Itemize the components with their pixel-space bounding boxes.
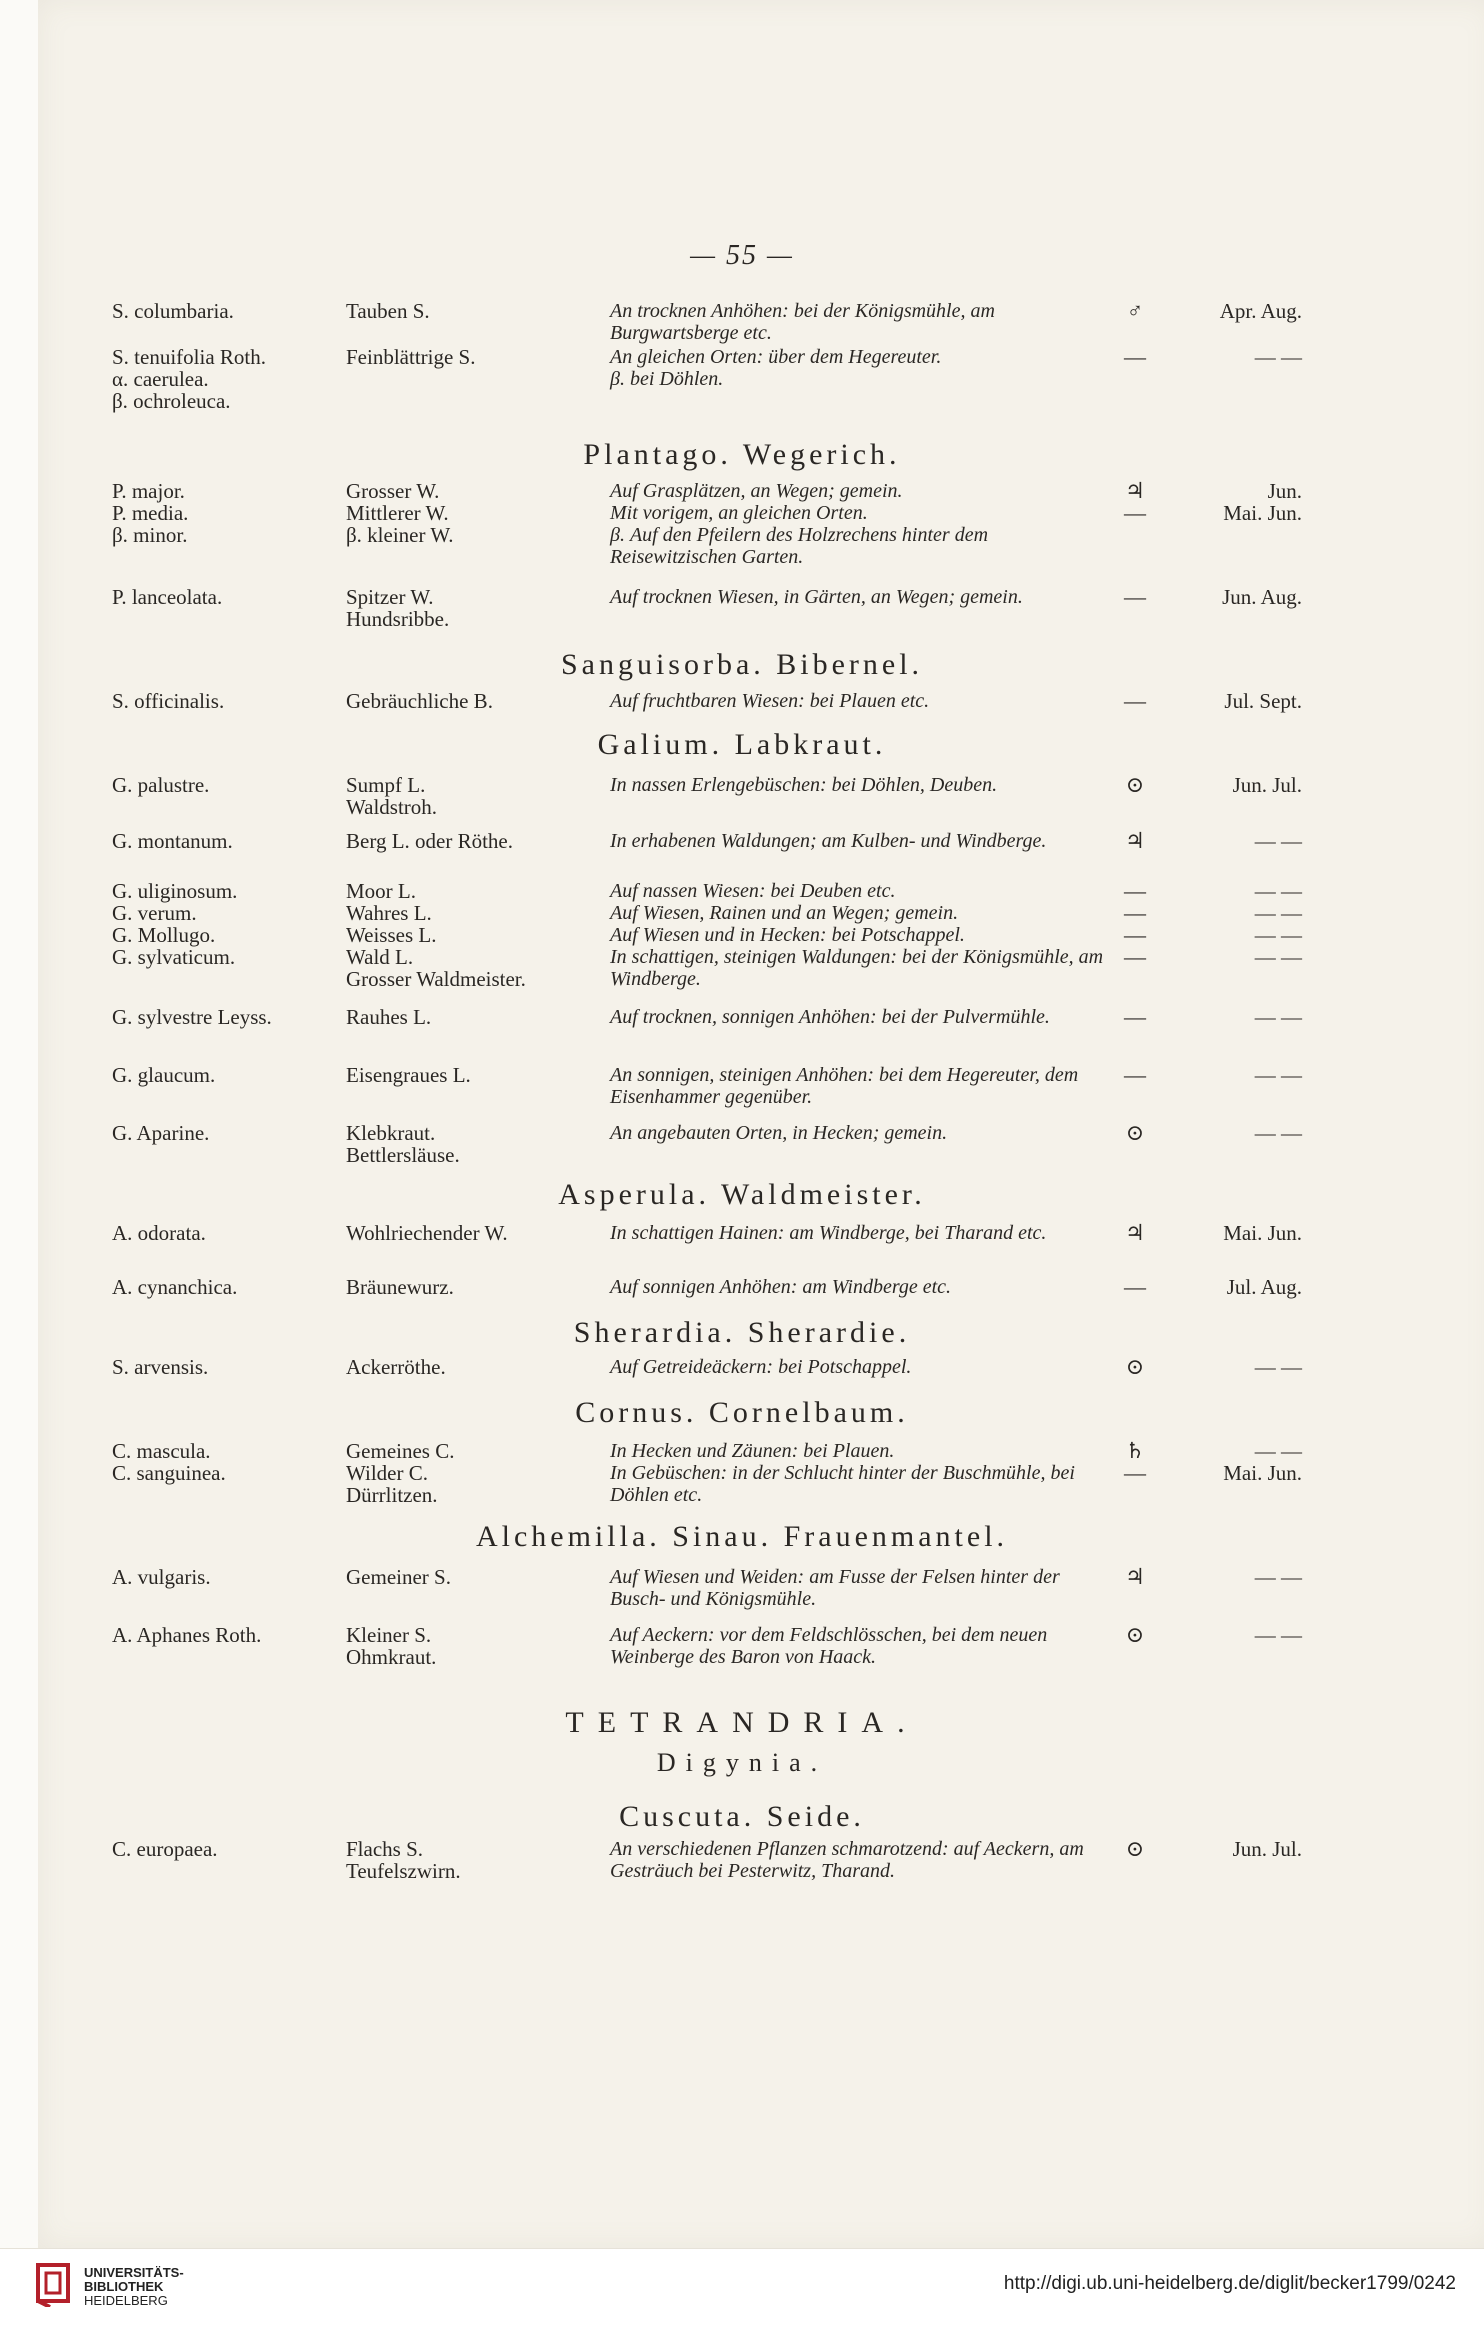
latin-name: G. verum.: [112, 901, 197, 925]
duration-symbol: —: [1124, 1274, 1146, 1299]
duration-symbol: ⊙: [1125, 772, 1145, 797]
duration-symbol: —: [1124, 344, 1146, 369]
german-name: Klebkraut. Bettlersläuse.: [346, 1121, 460, 1167]
german-name: Berg L. oder Röthe.: [346, 829, 513, 853]
latin-name: A. cynanchica.: [112, 1275, 238, 1299]
page-number: — 55 —: [690, 240, 794, 271]
habitat-text: Auf trocknen Wiesen, in Gärten, an Wegen; gemein.: [610, 586, 1023, 608]
duration-symbol: —: [1124, 1004, 1146, 1029]
latin-name: C. europaea.: [112, 1837, 218, 1861]
habitat-text: Auf sonnigen Anhöhen: am Windberge etc.: [610, 1276, 952, 1298]
flowering-time: Jun. Jul.: [1232, 1837, 1302, 1861]
duration-symbol: —: [1124, 878, 1146, 903]
flowering-time: Jun. Jul.: [1232, 773, 1302, 797]
flowering-time: — —: [1254, 1355, 1302, 1379]
class-heading: TETRANDRIA.: [565, 1706, 919, 1739]
habitat-text: Auf Grasplätzen, an Wegen; gemein.: [610, 480, 903, 502]
genus-heading: Sherardia. Sherardie.: [573, 1316, 911, 1349]
latin-name: G. Mollugo.: [112, 923, 216, 947]
duration-symbol: ♃: [1125, 1564, 1145, 1589]
habitat-text: An verschiedenen Pflanzen schmarotzend: auf Aeckern, am Gesträuch bei Pesterwitz, Tharand.: [610, 1838, 1084, 1882]
library-logo-icon: [36, 2263, 74, 2307]
permalink-url[interactable]: http://digi.ub.uni-heidelberg.de/diglit/becker1799/0242: [1003, 2273, 1456, 2294]
latin-name: A. Aphanes Roth.: [112, 1623, 262, 1647]
german-name: Wilder C. Dürrlitzen.: [346, 1461, 438, 1507]
german-name: Tauben S.: [346, 299, 430, 323]
duration-symbol: —: [1124, 500, 1146, 525]
german-name: Gebräuchliche B.: [346, 689, 493, 713]
habitat-text: Auf nassen Wiesen: bei Deuben etc.: [610, 880, 896, 902]
duration-symbol: —: [1124, 944, 1146, 969]
german-name: Gemeines C.: [346, 1439, 455, 1463]
habitat-text: An trocknen Anhöhen: bei der Königsmühle, am Burgwartsberge etc.: [610, 300, 995, 344]
german-name: Wald L. Grosser Waldmeister.: [346, 945, 526, 991]
latin-name: G. sylvestre Leyss.: [112, 1005, 272, 1029]
flowering-time: — —: [1254, 345, 1302, 369]
genus-heading: Sanguisorba. Bibernel.: [560, 648, 924, 681]
genus-heading: Alchemilla. Sinau. Frauenmantel.: [475, 1520, 1009, 1553]
habitat-text: Auf Wiesen, Rainen und an Wegen; gemein.: [610, 902, 959, 924]
german-name: Feinblättrige S.: [346, 345, 476, 369]
habitat-text: Auf Getreideäckern: bei Potschappel.: [610, 1356, 912, 1378]
flowering-time: Jun. Aug.: [1222, 585, 1302, 609]
habitat-text: An sonnigen, steinigen Anhöhen: bei dem Hegereuter, dem Eisenhammer gegenüber.: [610, 1064, 1079, 1108]
german-name: Spitzer W. Hundsribbe.: [346, 585, 450, 631]
flowering-time: — —: [1254, 901, 1302, 925]
habitat-text: An angebauten Orten, in Hecken; gemein.: [610, 1122, 948, 1144]
library-name: [84, 2266, 184, 2308]
duration-symbol: —: [1124, 900, 1146, 925]
genus-heading: Cuscuta. Seide.: [619, 1800, 865, 1833]
habitat-text: Auf Wiesen und Weiden: am Fusse der Felsen hinter der Busch- und Königsmühle.: [610, 1566, 1060, 1610]
library-name-line: BIBLIOTHEK: [84, 2279, 164, 2294]
german-name: Grosser W.: [346, 479, 440, 503]
habitat-text: In nassen Erlengebüschen: bei Döhlen, Deuben.: [610, 774, 998, 796]
latin-name: A. vulgaris.: [112, 1565, 211, 1589]
genus-heading: Galium. Labkraut.: [597, 728, 887, 761]
german-name: Rauhes L.: [346, 1005, 432, 1029]
flowering-time: — —: [1254, 1565, 1302, 1589]
flowering-time: Mai. Jun.: [1223, 1461, 1302, 1485]
flowering-time: — —: [1254, 1121, 1302, 1145]
flowering-time: Jul. Sept.: [1224, 689, 1302, 713]
duration-symbol: ♃: [1125, 1220, 1145, 1245]
habitat-text: β. Auf den Pfeilern des Holzrechens hinter dem Reisewitzischen Garten.: [610, 524, 989, 568]
german-name: Moor L.: [346, 879, 416, 903]
flowering-time: — —: [1254, 879, 1302, 903]
flowering-time: — —: [1254, 1439, 1302, 1463]
flowering-time: — —: [1254, 1005, 1302, 1029]
duration-symbol: ♄: [1125, 1438, 1145, 1463]
duration-symbol: ⊙: [1125, 1836, 1145, 1861]
duration-symbol: —: [1124, 922, 1146, 947]
latin-name: C. sanguinea.: [112, 1461, 226, 1485]
habitat-text: In erhabenen Waldungen; am Kulben- und Windberge.: [610, 830, 1047, 852]
habitat-text: Mit vorigem, an gleichen Orten.: [610, 502, 868, 524]
flowering-time: Apr. Aug.: [1219, 299, 1302, 323]
duration-symbol: ⊙: [1125, 1354, 1145, 1379]
german-name: Flachs S. Teufelszwirn.: [346, 1837, 461, 1883]
habitat-text: In schattigen, steinigen Waldungen: bei der Königsmühle, am Windberge.: [610, 946, 1104, 990]
habitat-text: Auf Wiesen und in Hecken: bei Potschappel.: [610, 924, 965, 946]
german-name: Wahres L.: [346, 901, 432, 925]
german-name: Gemeiner S.: [346, 1565, 451, 1589]
latin-name: G. Aparine.: [112, 1121, 210, 1145]
duration-symbol: ♃: [1125, 478, 1145, 503]
german-name: Kleiner S. Ohmkraut.: [346, 1623, 437, 1669]
latin-name: G. palustre.: [112, 773, 210, 797]
flowering-time: — —: [1254, 945, 1302, 969]
german-name: Wohlriechender W.: [346, 1221, 508, 1245]
flowering-time: Jul. Aug.: [1226, 1275, 1302, 1299]
duration-symbol: ♃: [1125, 828, 1145, 853]
german-name: Bräunewurz.: [346, 1275, 454, 1299]
library-name-line: HEIDELBERG: [84, 2293, 168, 2308]
flowering-time: — —: [1254, 1063, 1302, 1087]
habitat-text: In Hecken und Zäunen: bei Plauen.: [610, 1440, 895, 1462]
german-name: Eisengraues L.: [346, 1063, 471, 1087]
latin-name: S. arvensis.: [112, 1355, 209, 1379]
latin-name: G. uliginosum.: [112, 879, 238, 903]
latin-name: P. major.: [112, 479, 185, 503]
duration-symbol: ♂: [1126, 298, 1144, 323]
library-name-line: UNIVERSITÄTS-: [84, 2265, 184, 2280]
duration-symbol: ⊙: [1125, 1120, 1145, 1145]
flowering-time: Mai. Jun.: [1223, 501, 1302, 525]
duration-symbol: —: [1124, 1062, 1146, 1087]
duration-symbol: —: [1124, 584, 1146, 609]
latin-name: S. tenuifolia Roth. α. caerulea. β. ochroleuca.: [112, 345, 266, 413]
german-name: Sumpf L. Waldstroh.: [346, 773, 438, 819]
flowering-time: — —: [1254, 923, 1302, 947]
habitat-text: In schattigen Hainen: am Windberge, bei Tharand etc.: [610, 1222, 1047, 1244]
latin-name: G. glaucum.: [112, 1063, 216, 1087]
german-name: Mittlerer W.: [346, 501, 449, 525]
german-name: β. kleiner W.: [346, 523, 454, 547]
flowering-time: Jun.: [1267, 479, 1302, 503]
habitat-text: Auf fruchtbaren Wiesen: bei Plauen etc.: [610, 690, 930, 712]
german-name: Ackerröthe.: [346, 1355, 446, 1379]
flowering-time: — —: [1254, 829, 1302, 853]
latin-name: S. officinalis.: [112, 689, 225, 713]
habitat-text: In Gebüschen: in der Schlucht hinter der Buschmühle, bei Döhlen etc.: [610, 1462, 1075, 1506]
genus-heading: Plantago. Wegerich.: [583, 438, 901, 471]
duration-symbol: —: [1124, 688, 1146, 713]
latin-name: P. media.: [112, 501, 189, 525]
duration-symbol: ⊙: [1125, 1622, 1145, 1647]
habitat-text: Auf trocknen, sonnigen Anhöhen: bei der Pulvermühle.: [610, 1006, 1050, 1028]
latin-name: S. columbaria.: [112, 299, 234, 323]
genus-heading: Cornus. Cornelbaum.: [575, 1396, 909, 1429]
genus-heading: Asperula. Waldmeister.: [558, 1178, 926, 1211]
latin-name: G. montanum.: [112, 829, 233, 853]
latin-name: G. sylvaticum.: [112, 945, 236, 969]
flowering-time: Mai. Jun.: [1223, 1221, 1302, 1245]
habitat-text: Auf Aeckern: vor dem Feldschlösschen, bei dem neuen Weinberge des Baron von Haack.: [610, 1624, 1048, 1668]
order-heading: Digynia.: [656, 1748, 828, 1777]
german-name: Weisses L.: [346, 923, 437, 947]
latin-name: C. mascula.: [112, 1439, 211, 1463]
latin-name: P. lanceolata.: [112, 585, 223, 609]
habitat-text: An gleichen Orten: über dem Hegereuter. β. bei Döhlen.: [610, 346, 942, 390]
duration-symbol: —: [1124, 1460, 1146, 1485]
latin-name: β. minor.: [112, 523, 188, 547]
flowering-time: — —: [1254, 1623, 1302, 1647]
latin-name: A. odorata.: [112, 1221, 206, 1245]
